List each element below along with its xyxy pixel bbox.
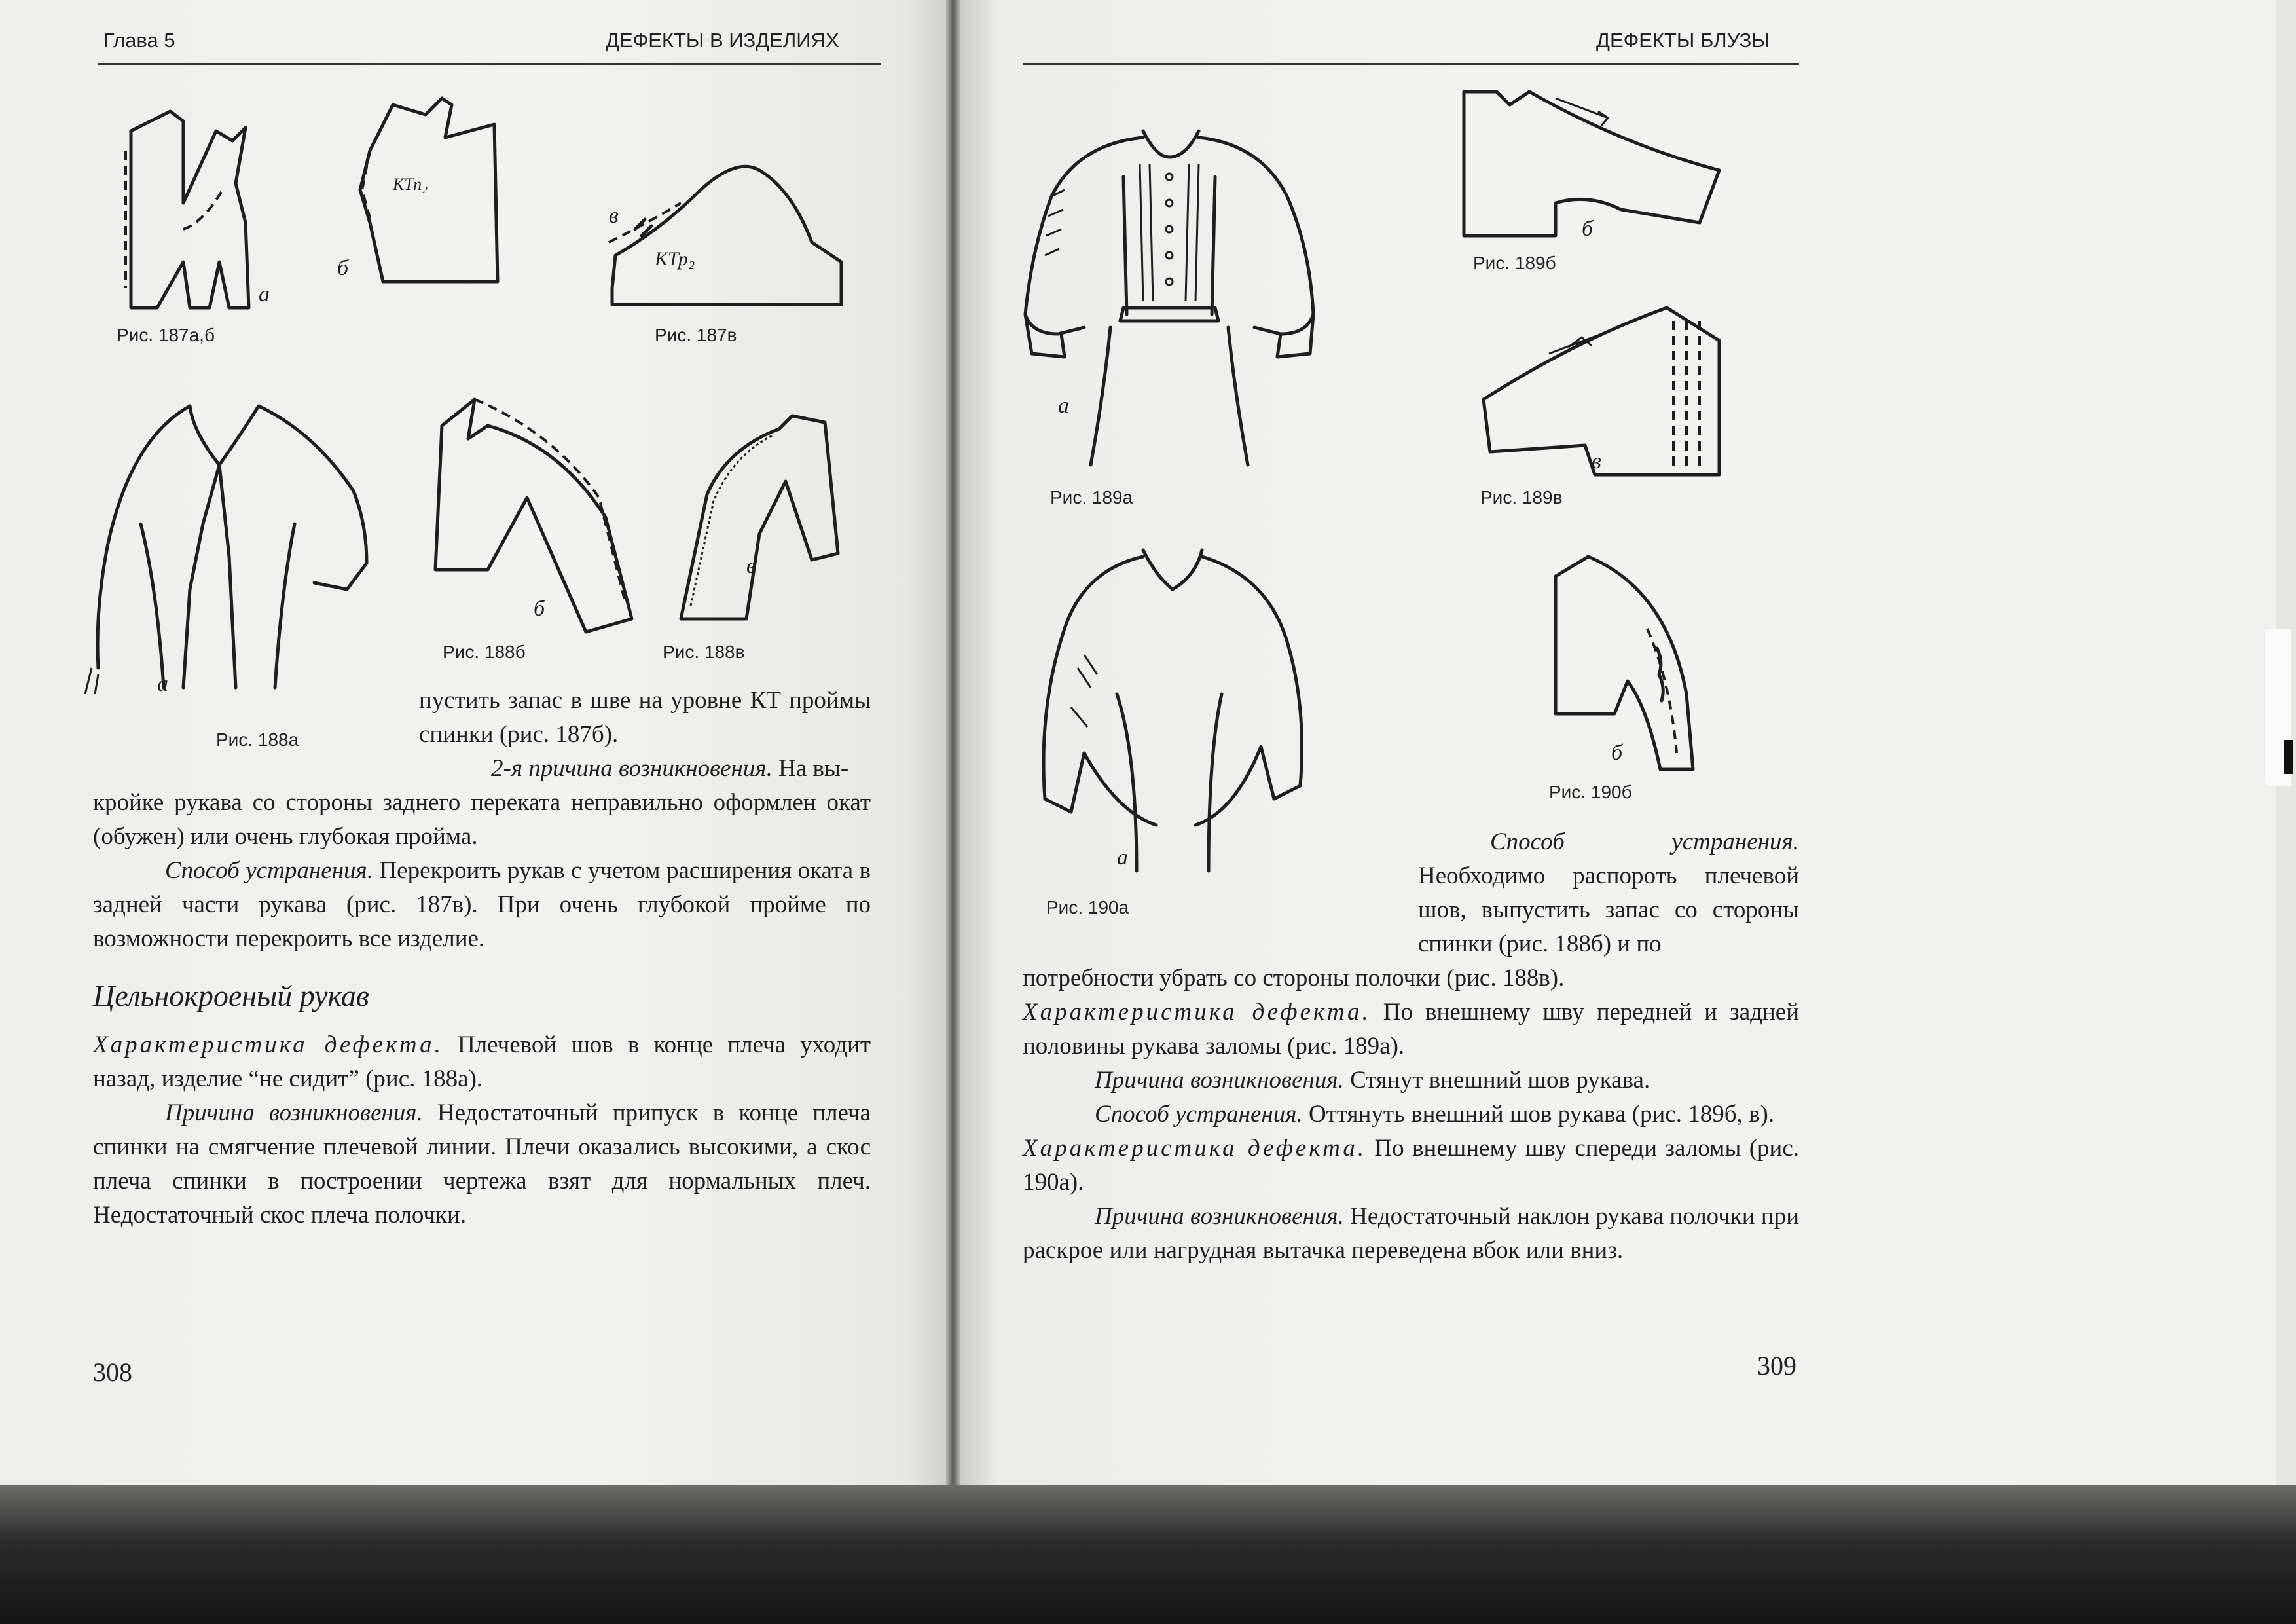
fig-label-b: б [337,256,349,280]
figure-187b-pattern [331,79,507,295]
running-header-right: ДЕФЕКТЫ БЛУЗЫ [1596,29,1770,52]
caption-fig-189b: Рис. 189б [1473,253,1556,273]
figure-188v-pattern [661,409,848,629]
side-cause-para: 2-я причина возникновения. На вы- [491,755,849,782]
side-cause-label: 2-я причина возникновения. [491,755,773,782]
side-text-block-right [1418,825,1799,961]
left-page [0,0,946,1485]
caption-fig-187ab: Рис. 187а,б [117,325,215,345]
para-1: кройке рукава со стороны заднего переката неправильно оформлен окат (обужен) или очень глубокая пройма. [93,789,871,850]
para-r4: Способ устранения. Оттянуть внешний шов рукава (рис. 189б, в). [1095,1101,1775,1128]
side-text-block [419,684,871,786]
fig-label-ktp2: КТп₂ [393,175,428,194]
figure-189b-sleeve [1457,79,1732,249]
fig-label-v-189: в [1592,449,1601,473]
fig-label-a: а [259,282,270,306]
fig-label-b-190: б [1611,741,1623,765]
para-r6: Причина возникновения. Недостаточный наклон рукава полочки при раскрое или нагрудная вытачка переведена вбок или вниз. [1023,1203,1799,1264]
main-text-block [93,786,871,956]
caption-fig-190b: Рис. 190б [1549,782,1632,802]
side-text-para: пустить запас в шве на уровне КТ проймы спинки (рис. 187б). [419,687,871,748]
chapter-label: Глава 5 [103,29,175,52]
fig-label-ktr2: КТр₂ [655,248,695,270]
fig-label-v: в [609,204,619,228]
page-number-left: 308 [93,1357,132,1387]
caption-fig-188a: Рис. 188а [216,729,299,750]
fig-label-v-188: в [746,554,756,578]
scan-shadow [0,1485,2296,1624]
page-number-right: 309 [1757,1351,1796,1380]
figure-188a-garment [79,393,373,701]
para-2: Способ устранения. Перекроить рукав с учетом расширения оката в задней части рукава (рис. 187в). При очень глубокой пройме по возможности перекроить все изделие. [93,857,871,952]
side-text-para-right: Способ устранения. Необходимо распороть плечевой шов, выпустить запас со стороны спинки (рис. 188б) и по [1418,828,1799,957]
figure-190b-sleeve [1549,550,1700,773]
caption-fig-189v: Рис. 189в [1480,487,1563,507]
fig-label-b-189: б [1582,217,1594,241]
right-page [960,0,2276,1485]
book-gutter [946,0,960,1485]
figure-189v-sleeve [1477,301,1726,485]
figure-190a-garment [1025,537,1313,877]
header-rule-right [1023,63,1799,65]
main-text-block-right [1023,961,1799,1268]
caption-fig-189a: Рис. 189а [1050,487,1133,507]
figure-189a-blouse [1012,118,1326,471]
section-text-block [93,1028,871,1232]
running-header: ДЕФЕКТЫ В ИЗДЕЛИЯХ [606,29,839,52]
caption-fig-190a: Рис. 190а [1046,897,1129,917]
figure-187a-pattern [118,92,288,314]
section-title: Цельнокроеный рукав [93,979,369,1012]
para-r1: потребности убрать со стороны полочки (рис. 188в). [1023,965,1565,991]
para-3: Характеристика дефекта. Плечевой шов в конце плеча уходит назад, изделие “не сидит” (рис. 188а). [93,1031,871,1092]
caption-fig-188b: Рис. 188б [443,642,526,662]
para-r3: Причина возникновения. Стянут внешний шов рукава. [1095,1067,1650,1094]
fig-label-a-188: а [157,672,168,696]
caption-fig-187v: Рис. 187в [655,325,737,345]
fig-label-a-189: а [1058,394,1069,418]
fig-label-b-188: б [534,597,545,621]
para-r5: Характеристика дефекта. По внешнему шву спереди заломы (рис. 190а). [1023,1135,1799,1196]
para-r2: Характеристика дефекта. По внешнему шву передней и задней половины рукава заломы (рис. 189а). [1023,999,1799,1060]
fig-label-a-190: а [1117,845,1128,870]
para-4: Причина возникновения. Недостаточный припуск в конце плеча спинки на смягчение плечевой линии. Плечи оказались высокими, а скос плеча спинки в построении чертежа взят для нормальных плеч. Недостаточный скос плеча полочки. [93,1099,871,1228]
figure-188b-pattern [429,386,645,635]
page-tab-notch [2284,740,2293,774]
caption-fig-188v: Рис. 188в [663,642,745,662]
header-rule [98,63,881,65]
figure-187v-sleeve [596,151,864,314]
